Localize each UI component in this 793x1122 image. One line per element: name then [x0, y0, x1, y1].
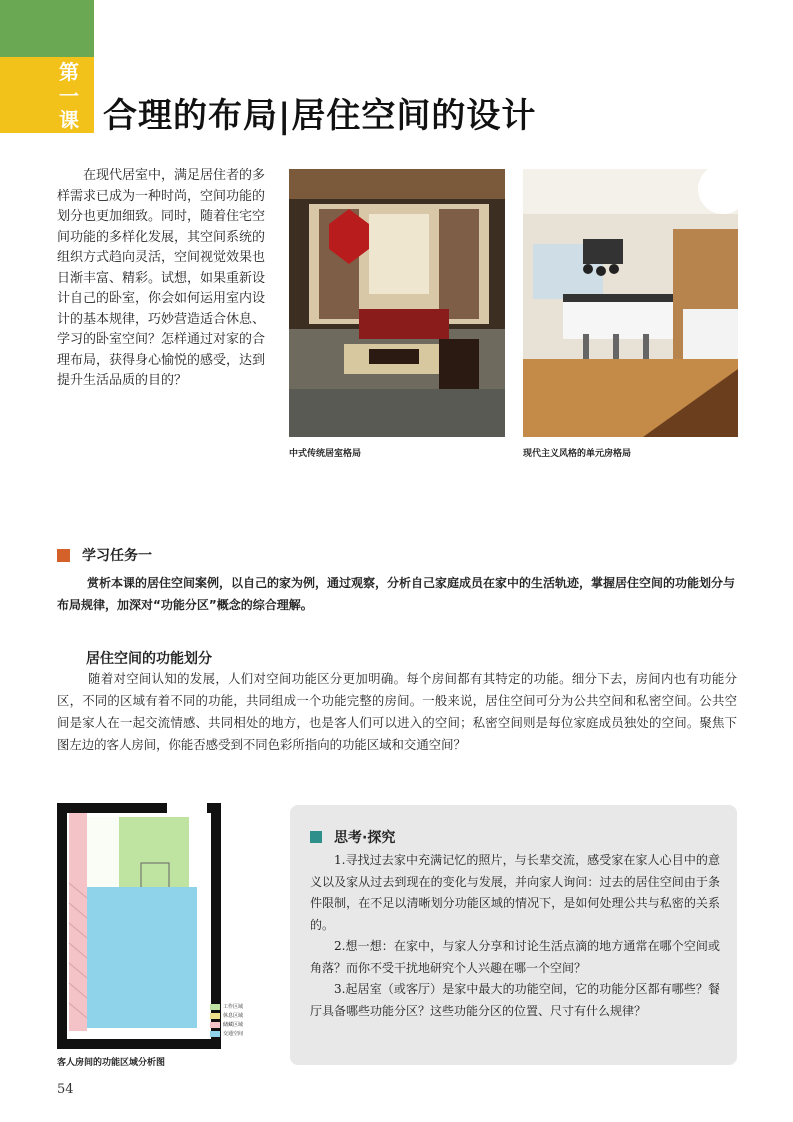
square-bullet-icon	[57, 549, 70, 562]
task-header	[57, 545, 152, 565]
floorplan-legend	[210, 1003, 270, 1037]
section-title: 居住空间的功能划分	[86, 651, 212, 667]
page-number: 54	[57, 1082, 74, 1097]
floorplan-svg	[57, 803, 221, 1049]
legend-item-work: 工作区域	[210, 1003, 270, 1010]
photo-modern-apartment	[523, 169, 738, 437]
legend-item-storage: 储藏区域	[210, 1021, 270, 1028]
think-item-3: 3.起居室（或客厅）是家中最大的功能空间，它的功能分区都有哪些？餐厅具备哪些功能分区？这些功能分区的位置、尺寸有什么规律？	[310, 982, 720, 1018]
photo1-caption: 中式传统居室格局	[289, 449, 362, 459]
task-header-label: 学习任务一	[82, 548, 152, 564]
chinese-room-illustration	[289, 169, 505, 437]
photo2-caption: 现代主义风格的单元房格局	[523, 449, 632, 459]
legend-item-traffic: 交通空间	[210, 1030, 270, 1037]
section-body: 随着对空间认知的发展，人们对空间功能区分更加明确。每个房间都有其特定的功能。细分下去，房间内也有功能分区，不同的区域有着不同的功能，共同组成一个功能完整的房间。一般来说，居住空间可分为公共空间和私密空间。公共空间是家人在一起交流情感、共同相处的地方，也是客人们可以进入的空间；私密空间则是每位家庭成员独处的空间。聚焦下图左边的客人房间，你能否感受到不同色彩所指向的功能区域和交通空间？	[57, 671, 737, 752]
chapter-tab-green	[0, 0, 94, 57]
think-explore-box	[290, 805, 737, 1065]
modern-kitchen-illustration	[523, 169, 738, 437]
floorplan-diagram	[57, 803, 244, 1049]
think-item-1: 1.寻找过去家中充满记忆的照片，与长辈交流，感受家在家人心目中的意义以及家从过去到现在的变化与发展，并向家人询问：过去的居住空间由于条件限制，在不足以清晰划分功能区域的情况下，是如何处理公共与私密的关系的。	[310, 853, 720, 932]
think-item-2: 2.想一想：在家中，与家人分享和讨论生活点滴的地方通常在哪个空间或角落？而你不受干扰地研究个人兴趣在哪一个空间？	[310, 939, 720, 975]
intro-paragraph: 在现代居室中，满足居住者的多样需求已成为一种时尚，空间功能的划分也更加细致。同时，随着住宅空间功能的多样化发展，其空间系统的组织方式趋向灵活，空间视觉效果也日渐丰富、精彩。试想，如果重新设计自己的卧室，你会如何运用室内设计的基本规律，巧妙营造适合休息、学习的卧室空间？怎样通过对家的合理布局，获得身心愉悦的感受，达到提升生活品质的目的？	[57, 168, 266, 388]
legend-swatch	[210, 1013, 220, 1019]
legend-swatch	[210, 1031, 220, 1037]
legend-item-rest: 休息区域	[210, 1012, 270, 1019]
photo-chinese-living-room	[289, 169, 505, 437]
lesson-label: 第 一 课	[59, 60, 79, 132]
think-items	[310, 850, 720, 1022]
think-header-label: 思考·探究	[334, 830, 396, 846]
square-bullet-icon	[310, 831, 322, 843]
legend-swatch	[210, 1004, 220, 1010]
page-title: 合理的布局|居住空间的设计	[103, 96, 537, 136]
legend-swatch	[210, 1022, 220, 1028]
think-header	[310, 827, 395, 847]
floorplan-caption: 客人房间的功能区域分析图	[57, 1058, 166, 1068]
task-text: 赏析本课的居住空间案例，以自己的家为例，通过观察，分析自己家庭成员在家中的生活轨迹，掌握居住空间的功能划分与布局规律，加深对“功能分区”概念的综合理解。	[57, 576, 736, 612]
